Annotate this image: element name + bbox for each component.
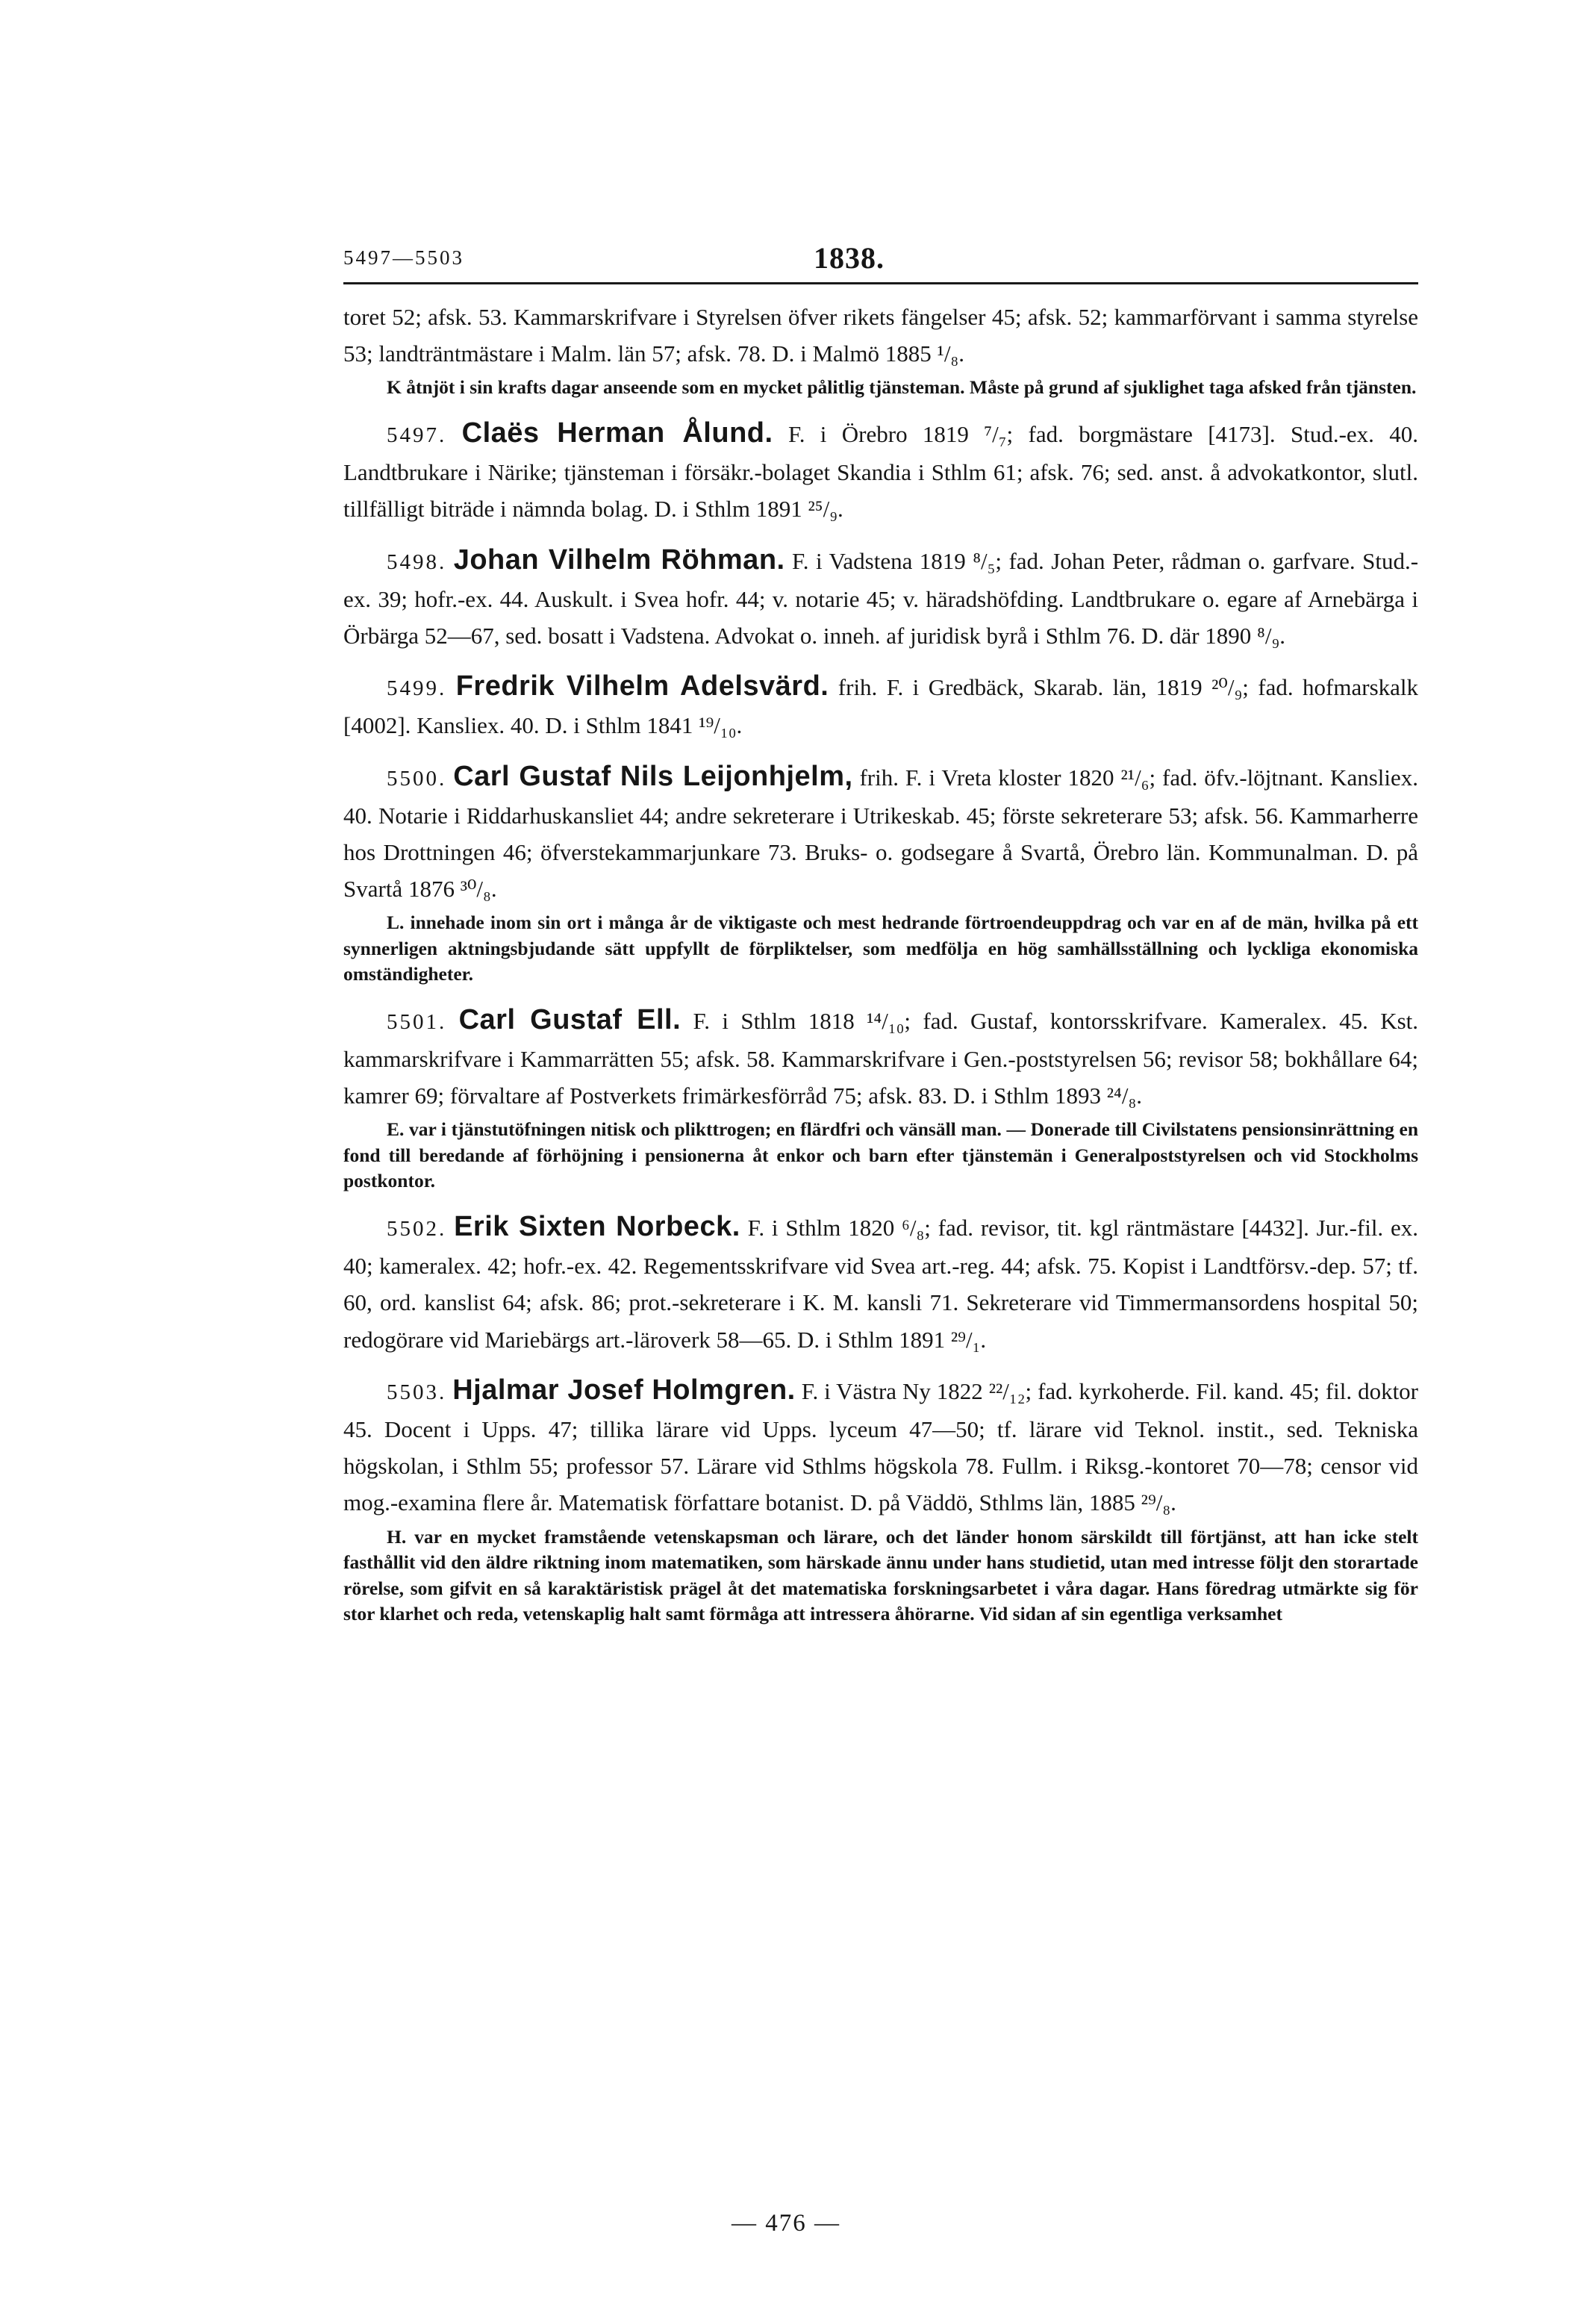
- entry-text: F. i Vadstena 1819 ⁸/₅; fad. Johan Peter, rådman o. garfvare. Stud.-ex. 39; hofr.-ex. 44. Auskult. i Svea hofr. 44; v. notarie 45; v. häradshöfding. Landtbrukare o. egare af Arnebärga i Örbärga 52—67, sed. bosatt i Vadstena. Advokat o. inneh. af juridisk byrå i Sthlm 76. D. där 1890 ⁸/₉.: [343, 547, 1419, 649]
- entry-note: L. innehade inom sin ort i många år de viktigaste och mest hedrande förtroendeuppdrag och var en af de män, hvilka på ett synnerligen aktningsbjudande sätt uppfyllt de förpliktelser, som medfölja en hög samhällsställning och lyckliga ekonomiska omständigheter.: [343, 912, 1418, 985]
- entry-name: Hjalmar Josef Holmgren.: [452, 1374, 796, 1406]
- entry-name: Erik Sixten Norbeck.: [454, 1210, 740, 1242]
- entry-name: Fredrik Vilhelm Adelsvärd.: [455, 670, 829, 703]
- entry-5500: [343, 758, 1418, 908]
- page-body: [343, 299, 1418, 1627]
- entry-name: Carl Gustaf Ell.: [458, 1003, 681, 1035]
- entry-text: F. i Sthlm 1818 ¹⁴/₁₀; fad. Gustaf, kontorsskrifvare. Kameralex. 45. Kst. kammarskrifvare i Kammarrätten 55; afsk. 58. Kammarskrifvare i Gen.-poststyrelsen 56; revisor 58; bokhållare 64; kamrer 69; förvaltare af Postverkets frimärkesförråd 75; afsk. 83. D. i Sthlm 1893 ²⁴/₈.: [343, 1007, 1419, 1109]
- entry-name: Claës Herman Ålund.: [461, 417, 773, 449]
- entry-text: F. i Västra Ny 1822 ²²/₁₂; fad. kyrkoherde. Fil. kand. 45; fil. doktor 45. Docent i Upps. 47; tillika lärare vid Upps. lyceum 47—50; tf. lärare vid Teknol. instit., sed. Tekniska högskolan, i Sthlm 55; professor 57. Lärare vid Sthlms högskola 78. Fullm. i Riksg.-kontoret 70—78; censor vid mog.-examina flere år. Matematisk författare botanist. D. på Väddö, Sthlms län, 1885 ²⁹/₈.: [343, 1377, 1419, 1516]
- entry-text: frih. F. i Gredbäck, Skarab. län, 1819 ²⁰/₉; fad. hofmarskalk [4002]. Kansliex. 40. D. i Sthlm 1841 ¹⁹/₁₀.: [343, 674, 1419, 739]
- entry-number: 5499.: [387, 676, 447, 701]
- entry-5499: [343, 668, 1418, 744]
- entry-number: 5498.: [387, 549, 447, 574]
- entry-text: frih. F. i Vreta kloster 1820 ²¹/₆; fad. öfv.-löjtnant. Kansliex. 40. Notarie i Riddarhuskansliet 44; andre sekreterare i Utrikeskab. 45; förste sekreterare 53; afsk. 56. Kammarherre hos Drottningen 46; öfverstekammarjunkare 73. Bruks- o. godsegare å Svartå, Örebro län. Kommunalman. D. på Svartå 1876 ³⁰/₈.: [343, 764, 1419, 903]
- entry-note: H. var en mycket framstående vetenskapsman och lärare, och det länder honom särskildt till förtjänst, att han icke stelt fasthållit vid den äldre riktning inom matematiken, som härskade ännu under hans studietid, utan med intresse följt den storartade rörelse, som gifvit en så karaktäristisk prägel åt det matematiska forskningsarbetet i våra dagar. Hans föredrag utmärkte sig för stor klarhet och reda, vetenskaplig halt samt förmåga att intressera åhörarne. Vid sidan af sin egentliga verksamhet: [343, 1525, 1418, 1625]
- entry-text: F. i Örebro 1819 ⁷/₇; fad. borgmästare [4173]. Stud.-ex. 40. Landtbrukare i Närike; tjänsteman i försäkr.-bolaget Skandia i Sthlm 61; afsk. 76; sed. anst. å advokatkontor, slutl. tillfälligt biträde i nämnda bolag. D. i Sthlm 1891 ²⁵/₉.: [343, 420, 1419, 523]
- page-number: — 476 —: [732, 2210, 840, 2237]
- entry-number: 5503.: [387, 1380, 447, 1404]
- entry-5497: [343, 415, 1418, 528]
- entry-5503: [343, 1372, 1418, 1521]
- entry-number: 5501.: [387, 1009, 447, 1034]
- entry-range: 5497—5503: [343, 246, 464, 269]
- matriculation-year: 1838.: [814, 241, 885, 275]
- entry-5498: [343, 542, 1418, 655]
- entry-number: 5497.: [387, 423, 447, 447]
- entry-number: 5500.: [387, 766, 447, 791]
- entry-note: E. var i tjänstutöfningen nitisk och plikttrogen; en flärdfri och vänsäll man. — Donerade till Civilstatens pensionsinrättning en fond till beredande af förhöjning i pensionerna åt enkor och barn efter tjänstemän i Generalpoststyrelsen och vid Stockholms postkontor.: [343, 1118, 1418, 1192]
- entry-name: Johan Vilhelm Röhman.: [453, 543, 785, 576]
- entry-text: F. i Sthlm 1820 ⁶/₈; fad. revisor, tit. kgl räntmästare [4432]. Jur.-fil. ex. 40; kameralex. 42; hofr.-ex. 42. Regementsskrifvare vid Svea art.-reg. 44; afsk. 75. Kopist i Landtförsv.-dep. 57; tf. 60, ord. kanslist 64; afsk. 86; prot.-sekreterare i K. M. kansli 71. Sekreterare vid Timmermansordens hospital 50; redogörare vid Mariebärgs art.-läroverk 58—65. D. i Sthlm 1891 ²⁹/₁.: [343, 1214, 1419, 1353]
- entry-5501: [343, 1002, 1418, 1115]
- page-header: [343, 241, 1418, 284]
- continued-entry-text: toret 52; afsk. 53. Kammarskrifvare i Styrelsen öfver rikets fängelser 45; afsk. 52; kammarförvant i samma styrelse 53; landträntmästare i Malm. län 57; afsk. 78. D. i Malmö 1885 ¹/₈.: [343, 304, 1418, 367]
- entry-5502: [343, 1209, 1418, 1358]
- entry-number: 5502.: [387, 1216, 447, 1241]
- entry-name: Carl Gustaf Nils Leijonhjelm,: [453, 760, 853, 792]
- continued-entry-note: K åtnjöt i sin krafts dagar anseende som en mycket pålitlig tjänsteman. Måste på grund af sjuklighet taga afsked från tjänsten.: [387, 376, 1417, 399]
